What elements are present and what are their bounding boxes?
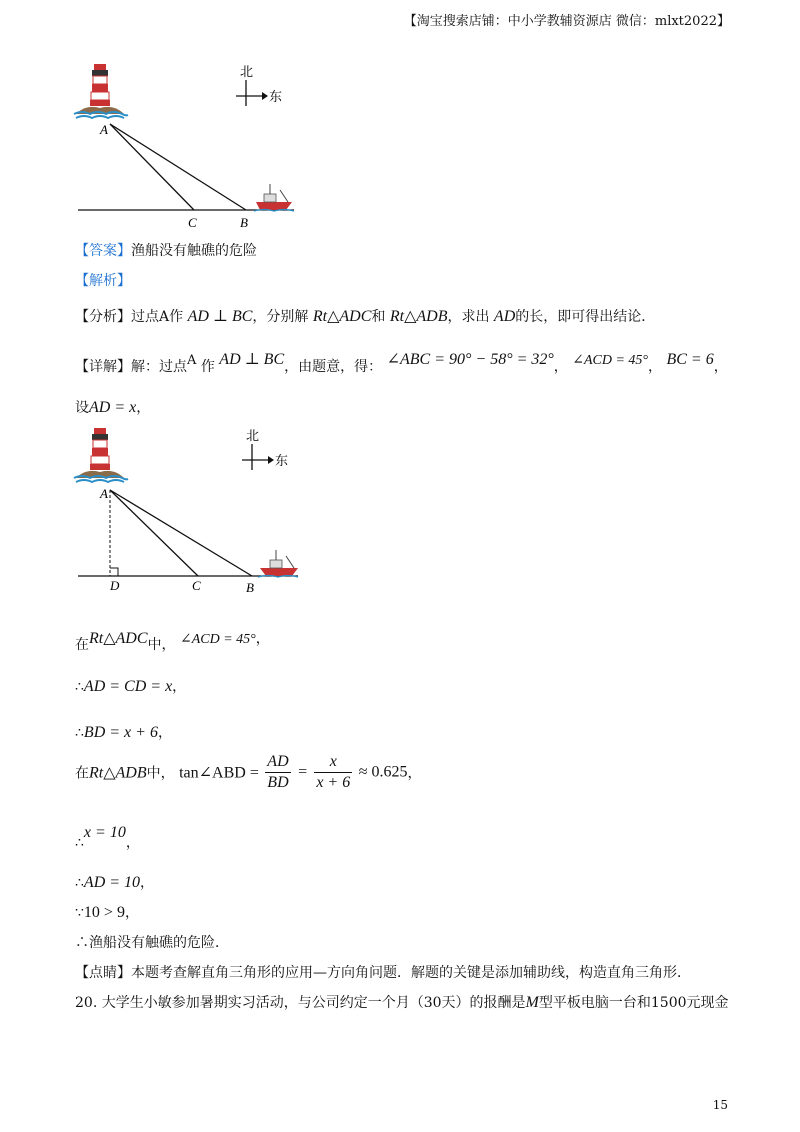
svg-text:东: 东 <box>269 89 283 104</box>
page-header: 【淘宝搜索店铺：中小学教辅资源店 微信：mlxt2022】 <box>403 14 730 29</box>
xiangjie-line: 【详解】解：过点A 作 AD ⊥ BC，由题意，得： ∠ABC = 90° − 58° = 32°， ∠ACD = 45°， BC = 6， <box>75 351 728 375</box>
ship-icon <box>258 550 298 577</box>
lighthouse-icon <box>74 428 128 482</box>
question-20: 20. 大学生小敏参加暑期实习活动，与公司约定一个月（30天）的报酬是M型平板电脑一台和1500元现金 <box>75 994 729 1011</box>
figure-1-diagram <box>70 60 310 232</box>
step-3: ∴BD = x + 6， <box>75 724 172 741</box>
svg-text:北: 北 <box>240 64 254 79</box>
label-c: C <box>188 215 197 230</box>
answer-line: 【答案】渔船没有触礁的危险 <box>75 243 257 259</box>
label-b: B <box>240 215 248 230</box>
compass-icon <box>236 64 282 106</box>
ship-icon <box>254 184 294 211</box>
set-line: 设AD = x， <box>75 399 151 416</box>
step-4: 在Rt△ADB中， tan∠ABD = $\frac{AD}{BD}$ = $\frac{x}{x + 6}$ ≈ 0.625， <box>75 753 422 791</box>
analysis-tag: 【解析】 <box>75 273 131 289</box>
label-d: D <box>110 578 120 593</box>
compass-icon <box>242 428 288 470</box>
step-6: ∴AD = 10， <box>75 874 155 891</box>
step-2: ∴AD = CD = x， <box>75 678 187 695</box>
svg-text:北: 北 <box>246 428 260 443</box>
step-7: ∵10 > 9， <box>75 904 139 921</box>
svg-text:东: 东 <box>275 453 289 468</box>
figure-2-diagram <box>70 424 310 600</box>
page-number: 15 <box>712 1098 728 1112</box>
label-a: A <box>100 486 108 501</box>
lighthouse-icon <box>74 64 128 118</box>
dianjing-line: 【点睛】本题考查解直角三角形的应用—方向角问题．解题的关键是添加辅助线，构造直角三角形． <box>75 965 691 981</box>
label-c: C <box>192 578 201 593</box>
step-8: ∴渔船没有触礁的危险． <box>75 935 229 951</box>
label-a: A <box>100 122 108 137</box>
step-5: ∴x = 10， <box>75 824 140 851</box>
label-b: B <box>246 580 254 595</box>
fenxi-line: 【分析】过点A作 AD ⊥ BC，分别解 Rt△ADC和 Rt△ADB，求出 AD的长，即可得出结论． <box>75 308 656 325</box>
step-1: 在Rt△ADC中， ∠ACD = 45°， <box>75 630 270 653</box>
